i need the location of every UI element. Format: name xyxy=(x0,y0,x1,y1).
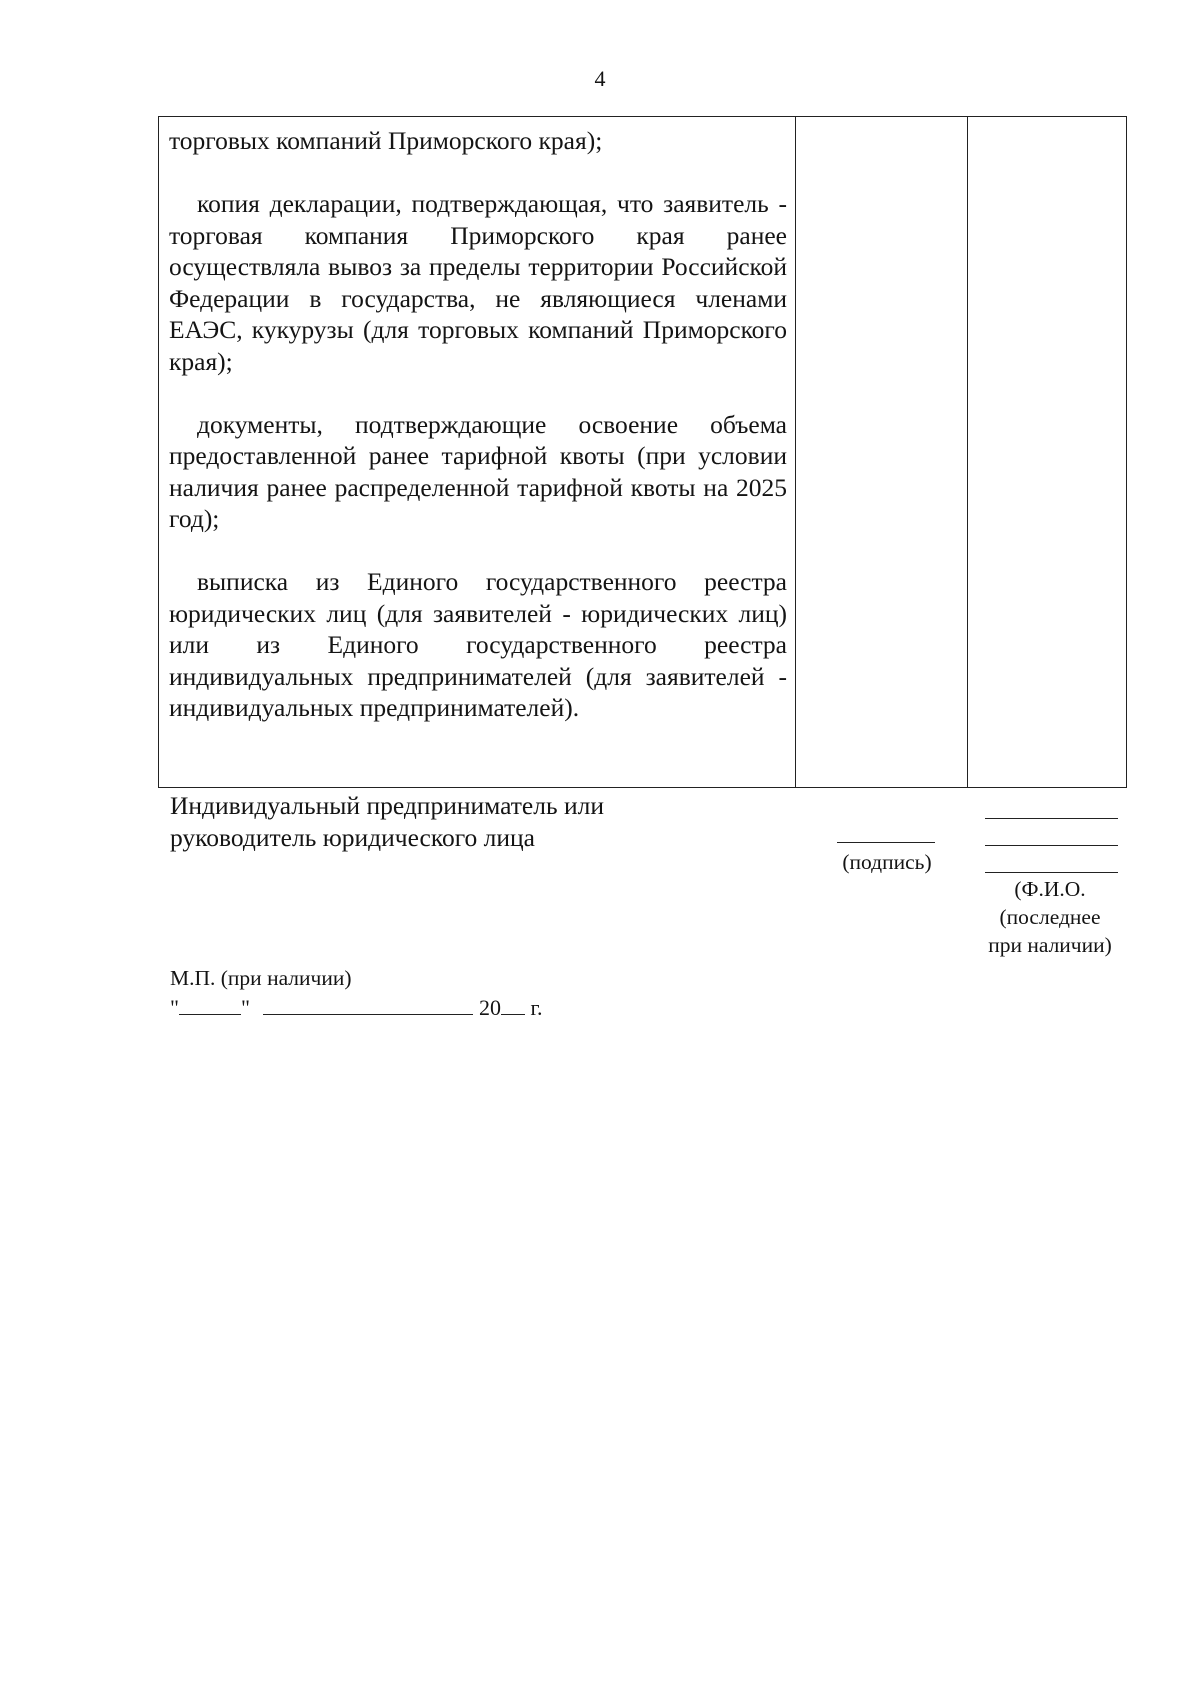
page-number: 4 xyxy=(594,66,606,91)
column-divider xyxy=(967,117,968,787)
document-item-declaration: копия декларации, подтверждающая, что заявитель - торговая компания Приморского края ранее осуществляла вывоз за пределы территории Российской Федерации в государства, не являющиеся членами ЕАЭС, кукурузы (для торговых компаний Приморского края); xyxy=(169,189,787,376)
document-item-continuation: торговых компаний Приморского края); xyxy=(169,126,603,155)
fio-caption-line2: (последнее xyxy=(999,905,1101,929)
stamp-label: М.П. (при наличии) xyxy=(170,966,352,990)
date-year-suffix: г. xyxy=(530,995,543,1020)
date-year-blank xyxy=(501,996,525,1015)
signer-label-line1: Индивидуальный предприниматель или xyxy=(170,791,604,820)
documents-table xyxy=(158,116,1127,788)
document-item-quota-usage: документы, подтверждающие освоение объема предоставленной ранее тарифной квоты (при условии наличия ранее распределенной тарифной квоты на 2025 год); xyxy=(169,409,787,533)
fio-line xyxy=(985,845,1118,846)
signer-label xyxy=(170,790,604,854)
date-month-blank xyxy=(263,996,473,1015)
signer-label-line2: руководитель юридического лица xyxy=(170,823,535,852)
date-quote-open: " xyxy=(170,995,179,1020)
date-day-blank xyxy=(179,996,241,1015)
date-quote-close: " xyxy=(240,995,250,1020)
fio-caption xyxy=(970,875,1130,959)
date-field xyxy=(170,994,543,1022)
signature-line xyxy=(837,842,935,843)
fio-line xyxy=(985,872,1118,873)
signature-caption: (подпись) xyxy=(842,850,932,874)
fio-caption-line3: при наличии) xyxy=(988,933,1112,957)
fio-caption-line1: (Ф.И.О. xyxy=(1014,877,1086,901)
documents-list-cell xyxy=(169,125,787,724)
fio-line xyxy=(985,818,1118,819)
date-year-prefix: 20 xyxy=(478,995,501,1020)
document-item-registry-extract: выписка из Единого государственного реестра юридических лиц (для заявителей - юридических лиц) или из Единого государственного реестра индивидуальных предпринимателей (для заявителей - индивидуальных предпринимателей). xyxy=(169,567,787,722)
column-divider xyxy=(795,117,796,787)
